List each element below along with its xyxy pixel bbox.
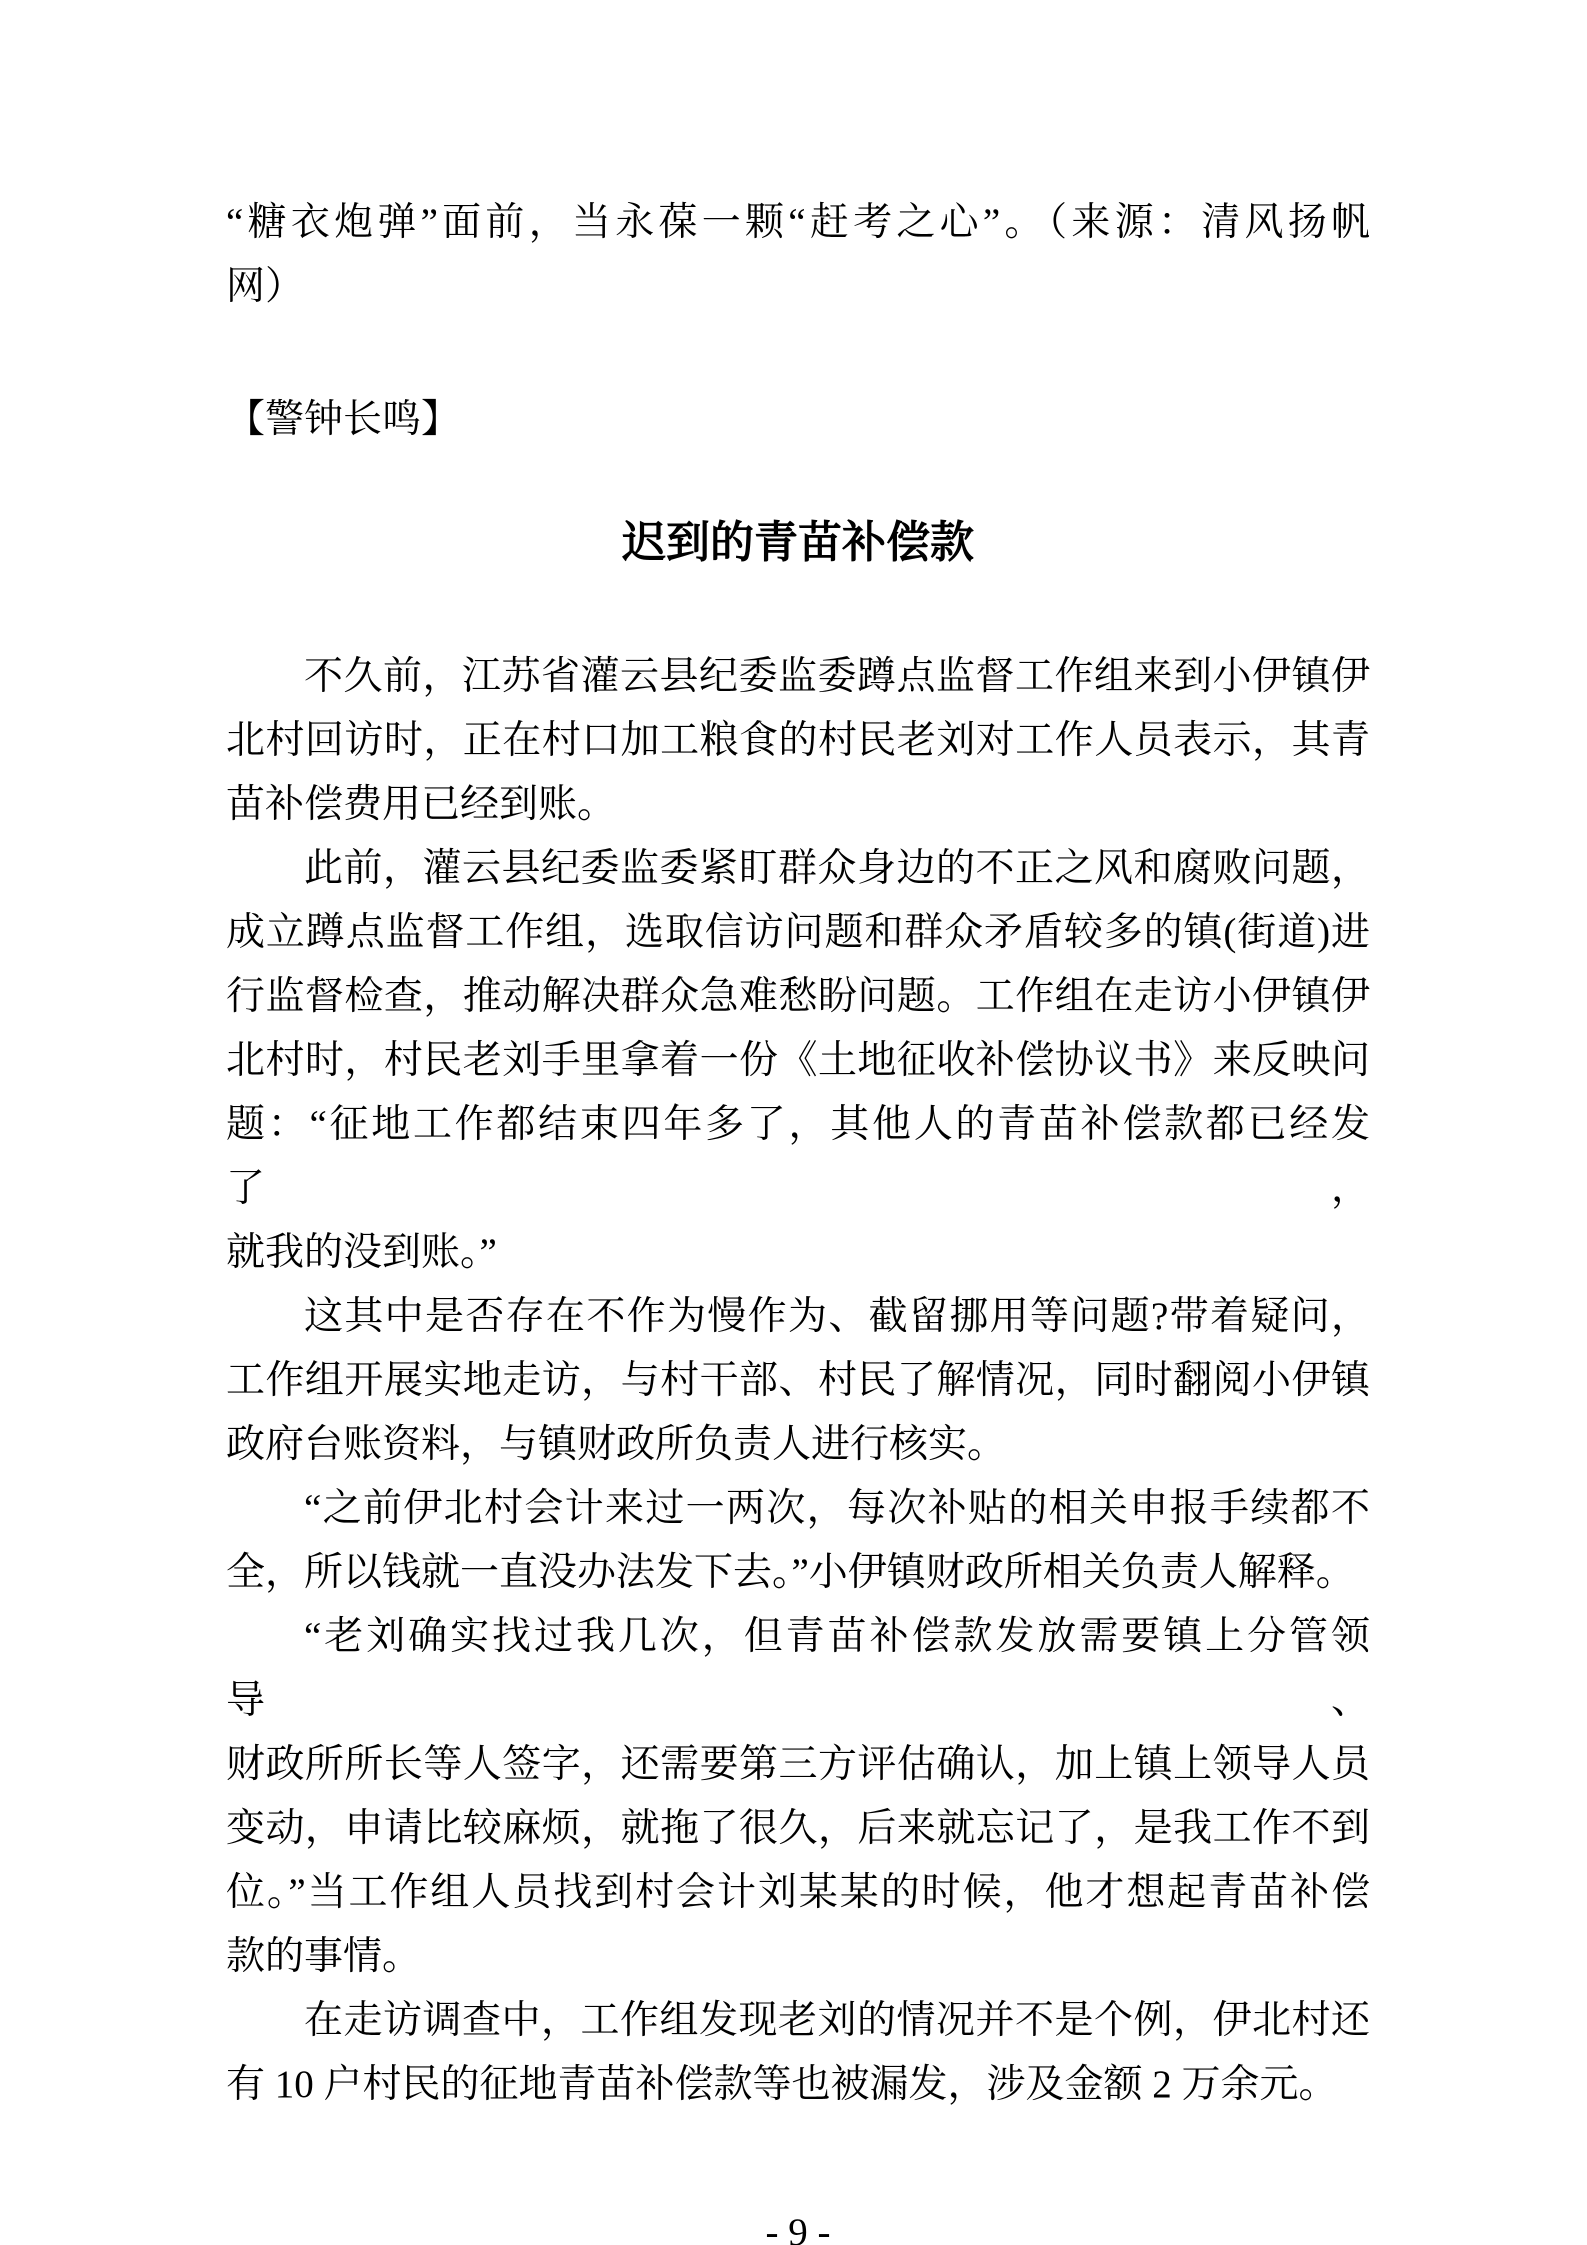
text-line: 位。”当工作组人员找到村会计刘某某的时候，他才想起青苗补偿 [226,1871,1370,1914]
text-line: 就我的没到账。” [226,1231,497,1274]
text-line: 政府台账资料，与镇财政所负责人进行核实。 [226,1423,1007,1466]
text-line: 不久前，江苏省灌云县纪委监委蹲点监督工作组来到小伊镇伊 [304,655,1370,698]
text-line: 苗补偿费用已经到账。 [226,783,617,826]
text-line: “糖衣炮弹”面前，当永葆一颗“赶考之心”。（来源：清风扬帆 [226,201,1370,244]
text-line: 全，所以钱就一直没办法发下去。”小伊镇财政所相关负责人解释。 [226,1551,1355,1594]
text-line: 有 10 户村民的征地青苗补偿款等也被漏发，涉及金额 2 万余元。 [226,2063,1338,2106]
text-line: 网） [226,265,305,308]
text-line: 财政所所长等人签字，还需要第三方评估确认，加上镇上领导人员 [226,1743,1370,1786]
text-line: 工作组开展实地走访，与村干部、村民了解情况，同时翻阅小伊镇 [226,1359,1370,1402]
text-line: “老刘确实找过我几次，但青苗补偿款发放需要镇上分管领导、 [226,1615,1370,1722]
text-line: 北村时，村民老刘手里拿着一份《土地征收补偿协议书》来反映问 [226,1039,1370,1082]
text-line: 行监督检查，推动解决群众急难愁盼问题。工作组在走访小伊镇伊 [226,975,1370,1018]
text-line: 款的事情。 [226,1935,422,1978]
text-line: 变动，申请比较麻烦，就拖了很久，后来就忘记了，是我工作不到 [226,1807,1370,1850]
text-line: 北村回访时，正在村口加工粮食的村民老刘对工作人员表示，其青 [226,719,1370,762]
text-line: 此前，灌云县纪委监委紧盯群众身边的不正之风和腐败问题， [304,847,1370,890]
continuation-paragraph [226,191,1370,319]
text-line: 这其中是否存在不作为慢作为、截留挪用等问题?带着疑问， [304,1295,1370,1338]
article-title: 迟到的青苗补偿款 [622,518,974,567]
page-number: - 9 - [765,2211,831,2245]
section-header: 【警钟长鸣】 [226,398,461,441]
page-content [226,0,1370,2245]
text-line: 在走访调查中，工作组发现老刘的情况并不是个例，伊北村还 [304,1999,1370,2042]
text-line: 题：“征地工作都结束四年多了，其他人的青苗补偿款都已经发了， [226,1103,1370,1210]
article-body [226,645,1370,2117]
text-line: 成立蹲点监督工作组，选取信访问题和群众矛盾较多的镇(街道)进 [226,911,1370,954]
text-line: “之前伊北村会计来过一两次，每次补贴的相关申报手续都不 [304,1487,1370,1530]
